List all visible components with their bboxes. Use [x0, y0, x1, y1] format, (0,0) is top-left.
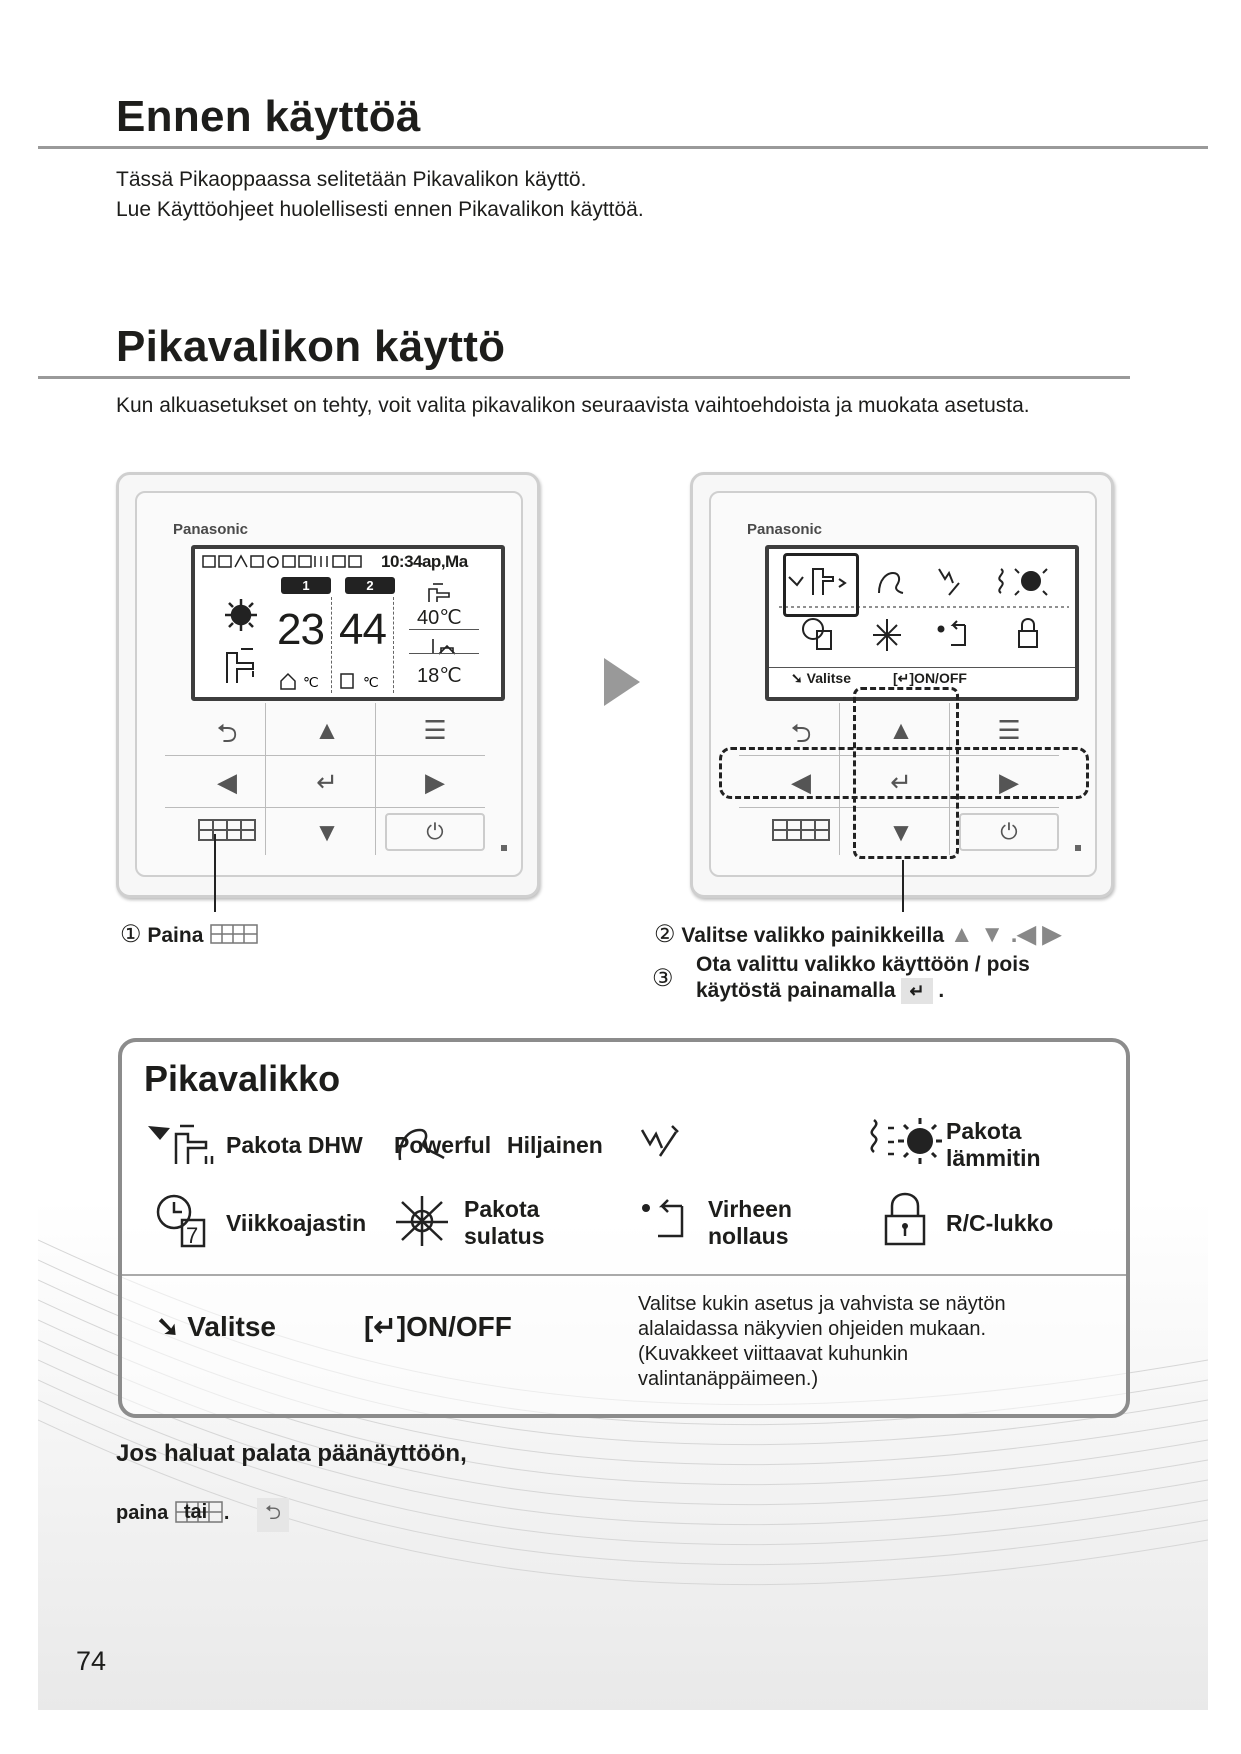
select-arrow-icon: ➘: [156, 1311, 188, 1342]
return-hint-or: tai: [183, 1501, 208, 1523]
step-3-number: ③: [652, 965, 674, 992]
lcd-footer-onoff: [↵]ON/OFF: [893, 670, 967, 686]
menu-button[interactable]: ☰: [997, 715, 1021, 745]
legend-onoff: [↵]ON/OFF: [364, 1311, 512, 1342]
menu-item-rc-lukko: R/C-lukko: [946, 1210, 1054, 1236]
brand-logo: Panasonic: [747, 521, 823, 538]
return-hint-text: paina tai . ⮌: [116, 1498, 289, 1532]
svg-text:℃: ℃: [363, 674, 379, 690]
controller-face: [709, 491, 1097, 877]
remote-controller-home: [116, 472, 540, 898]
remote-controller-quick-menu: [690, 472, 1114, 898]
left-button[interactable]: ◀: [791, 767, 811, 797]
zone-2-temperature: 44: [339, 605, 386, 654]
quick-menu-key-icon: [209, 923, 259, 945]
enter-button[interactable]: ↵: [316, 767, 338, 797]
zone-divider: [393, 597, 394, 693]
back-button[interactable]: ⮌: [216, 718, 238, 748]
zone-2-badge: 2: [345, 577, 395, 594]
section-title-ennen-kayttoa: Ennen käyttöä: [116, 92, 421, 141]
force-heater-icon: [866, 1114, 946, 1168]
right-button[interactable]: ▶: [425, 767, 445, 797]
right-button[interactable]: ▶: [999, 767, 1019, 797]
up-button[interactable]: ▲: [314, 715, 340, 745]
menu-item-virheen-nollaus: Virheen nollaus: [708, 1196, 792, 1249]
force-dhw-icon: [146, 1116, 216, 1166]
intro-line-1: Tässä Pikaoppaassa selitetään Pikavalikon käyttö.: [116, 168, 587, 191]
up-button[interactable]: ▲: [888, 715, 914, 745]
step-3: Ota valittu valikko käyttöön / pois käytöstä painamalla ↵ .: [696, 953, 1030, 1002]
power-button[interactable]: ⏻: [385, 813, 485, 851]
tank-temperature: 40℃: [417, 607, 462, 629]
zone-1-temperature: 23: [277, 605, 324, 654]
arrow-keys-icon: ▲ ▼ .◀ ▶: [949, 921, 1061, 948]
transition-arrow-icon: [602, 656, 642, 708]
quick-menu-button[interactable]: [767, 817, 835, 850]
force-defrost-icon: [392, 1192, 452, 1250]
clock-display: 10:34ap,Ma: [381, 552, 468, 571]
zone-1-badge: 1: [281, 577, 331, 594]
section-title-pikavalikon-kaytto: Pikavalikon käyttö: [116, 322, 506, 371]
menu-item-hiljainen: Hiljainen: [507, 1132, 603, 1158]
enter-key-icon: ↵: [901, 978, 932, 1004]
lcd-footer-rule: [769, 667, 1075, 668]
svg-text:℃: ℃: [303, 674, 319, 690]
lcd-separator: [409, 653, 479, 654]
rc-lock-icon: [882, 1190, 928, 1248]
controller-face: [135, 491, 523, 877]
quick-menu-button[interactable]: [193, 817, 261, 850]
outdoor-temperature: 18℃: [417, 665, 462, 687]
brand-logo: Panasonic: [173, 521, 249, 538]
pikavalikko-panel: [118, 1038, 1130, 1418]
lcd-footer-select: ➘ Valitse: [791, 670, 851, 686]
status-led: [1075, 845, 1081, 851]
quick-menu-icon-grid: [779, 555, 1069, 665]
error-reset-icon: [638, 1192, 694, 1246]
intro-line-2: Lue Käyttöohjeet huolellisesti ennen Pikavalikon käyttöä.: [116, 198, 644, 221]
outdoor-house-icon: [429, 635, 459, 655]
back-key-icon: ⮌: [257, 1498, 289, 1532]
menu-item-powerful: Powerful: [394, 1132, 492, 1158]
pikavalikko-title: Pikavalikko: [144, 1058, 341, 1099]
title-rule: [38, 376, 1130, 379]
intro-text: [116, 165, 644, 225]
menu-item-pakota-lammitin: Pakota lämmitin: [946, 1118, 1041, 1171]
return-hint-title: Jos haluat palata päänäyttöön,: [116, 1440, 467, 1467]
lcd-home-screen: [191, 545, 505, 701]
quiet-icon: [636, 1118, 692, 1164]
select-arrow-icon: ➘: [791, 670, 807, 686]
callout-line-1: [214, 834, 216, 912]
menu-button[interactable]: ☰: [423, 715, 447, 745]
step-1: ① Paina: [120, 920, 259, 949]
lcd-separator: [409, 629, 479, 630]
status-led: [501, 845, 507, 851]
section2-intro: Kun alkuasetukset on tehty, voit valita pikavalikon seuraavista vaihtoehdoista ja muokata asetusta.: [116, 394, 1030, 417]
menu-item-pakota-dhw: Pakota DHW: [226, 1132, 363, 1158]
power-button[interactable]: ⏻: [959, 813, 1059, 851]
menu-divider: [122, 1274, 1126, 1276]
status-icons-row: [201, 553, 381, 571]
legend-select: ➘ Valitse: [156, 1311, 276, 1342]
tank-tap-icon: [425, 581, 455, 603]
menu-item-viikkoajastin: Viikkoajastin: [226, 1210, 367, 1236]
down-button[interactable]: ▼: [314, 817, 340, 847]
down-button[interactable]: ▼: [888, 817, 914, 847]
callout-line-2: [902, 860, 904, 912]
legend-note: Valitse kukin asetus ja vahvista se näytön alalaidassa näkyvien ohjeiden mukaan. (Kuvakkeet viittaavat kuhunkin valintanäppäimeen.): [638, 1293, 1006, 1390]
title-rule: [38, 146, 1208, 149]
step-2: ② Valitse valikko painikkeilla ▲ ▼ .◀ ▶: [654, 921, 1061, 948]
zone-mode-icons: [279, 671, 389, 691]
svg-text:7: 7: [186, 1223, 199, 1248]
enter-button[interactable]: ↵: [890, 767, 912, 797]
left-button[interactable]: ◀: [217, 767, 237, 797]
menu-item-pakota-sulatus: Pakota sulatus: [464, 1196, 545, 1249]
lcd-quick-menu-screen: [765, 545, 1079, 701]
page-number: 74: [76, 1646, 107, 1676]
sun-tap-icon: [219, 597, 263, 687]
back-button[interactable]: ⮌: [790, 718, 812, 748]
weekly-timer-icon: [152, 1190, 212, 1250]
